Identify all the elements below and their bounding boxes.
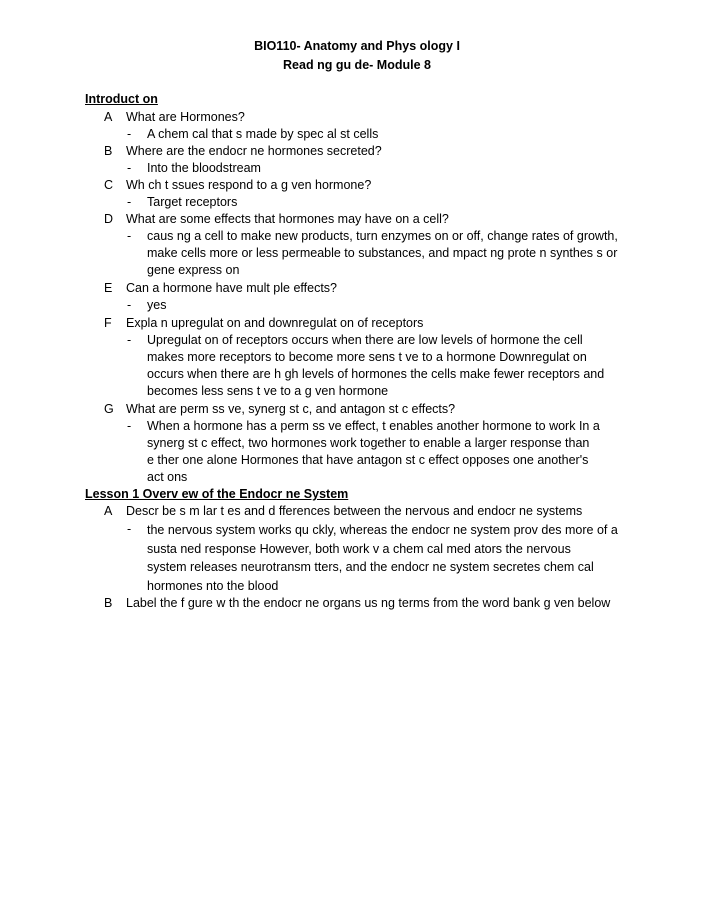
answer-line: act ons [147,470,188,484]
answer-bullet: - [127,229,132,243]
document-title: BIO110- Anatomy and Phys ology I [254,39,460,53]
answer [147,228,637,279]
answer [147,297,637,314]
document-subtitle: Read ng gu de- Module 8 [283,58,431,72]
item-letter: B [104,144,113,158]
answer-line: Target receptors [147,195,238,209]
answer-bullet: - [127,127,132,141]
answer-line: gene express on [147,263,240,277]
item-letter: A [104,504,113,518]
answer [147,418,637,486]
section-heading: Introduct on [85,92,158,106]
answer-line: occurs when there are h gh levels of hormones the cells make fewer receptors and [147,367,605,381]
question: Descr be s m lar t es and d fferences between the nervous and endocr ne systems [126,504,583,518]
question: Expla n upregulat on and downregulat on of receptors [126,316,424,330]
item-letter: B [104,596,113,610]
question: Can a hormone have mult ple effects? [126,281,338,295]
answer-line: system releases neurotransm tters, and the endocr ne system secretes chem cal [147,560,594,574]
answer [147,126,637,143]
item-letter: G [104,402,114,416]
question: Wh ch t ssues respond to a g ven hormone? [126,178,372,192]
item-letter: C [104,178,114,192]
item-letter: F [104,316,112,330]
answer-line: When a hormone has a perm ss ve effect, t enables another hormone to work In a [147,419,600,433]
answer-line: yes [147,298,167,312]
item-letter: D [104,212,114,226]
answer-line: becomes less sens t ve to a g ven hormone [147,384,389,398]
answer-line: make cells more or less permeable to substances, and mpact ng prote n synthes s or [147,246,618,260]
item-letter: A [104,110,113,124]
answer-bullet: - [127,419,132,433]
answer-line: Upregulat on of receptors occurs when there are low levels of hormone the cell [147,333,583,347]
answer-bullet: - [127,161,132,175]
answer-line: Into the bloodstream [147,161,261,175]
answer-line: hormones nto the blood [147,578,279,593]
answer-bullet: - [127,195,132,209]
question: What are Hormones? [126,110,245,124]
answer-bullet: - [127,298,132,312]
answer [147,160,637,177]
answer-line: susta ned response However, both work v a chem cal med ators the nervous [147,541,571,556]
question: What are perm ss ve, synerg st c, and antagon st c effects? [126,402,456,416]
answer-line: A chem cal that s made by spec al st cells [147,127,379,141]
answer [147,194,637,211]
answer [147,332,637,400]
answer-bullet: - [127,333,132,347]
answer-line: makes more receptors to become more sens t ve to a hormone Downregulat on [147,350,587,364]
question: Label the f gure w th the endocr ne organs us ng terms from the word bank g ven below [126,596,611,610]
section-heading: Lesson 1 Overv ew of the Endocr ne System [85,487,349,501]
answer-line: e ther one alone Hormones that have antagon st c effect opposes one another's [147,453,589,467]
question: What are some effects that hormones may have on a cell? [126,212,449,226]
answer-line: synerg st c effect, two hormones work together to enable a larger response than [147,436,590,450]
item-letter: E [104,281,113,295]
question: Where are the endocr ne hormones secreted? [126,144,382,158]
answer [147,521,637,595]
answer-line: the nervous system works qu ckly, whereas the endocr ne system prov des more of a [147,523,618,537]
answer-line: caus ng a cell to make new products, turn enzymes on or off, change rates of growth, [147,229,618,243]
answer-bullet: - [127,522,132,536]
